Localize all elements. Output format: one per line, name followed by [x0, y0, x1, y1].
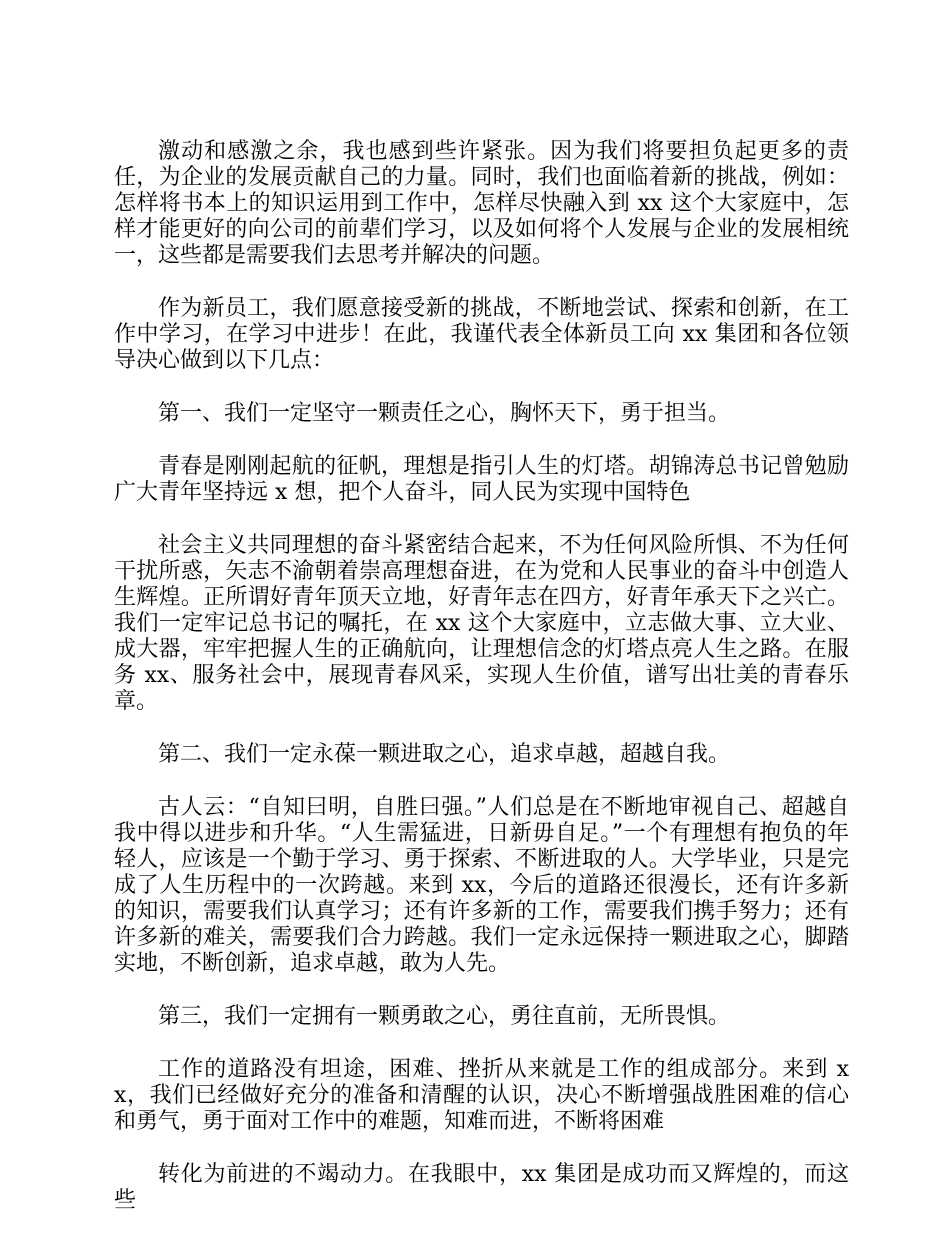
- paragraph-2: 作为新员工，我们愿意接受新的挑战，不断地尝试、探索和创新，在工作中学习，在学习中进步！在此，我谨代表全体新员工向 xx 集团和各位领导决心做到以下几点：: [114, 296, 849, 373]
- paragraph-3-heading-first: 第一、我们一定坚守一颗责任之心，胸怀天下，勇于担当。: [158, 401, 731, 426]
- paragraph-6-heading-second: 第二、我们一定永葆一颗进取之心，追求卓越，超越自我。: [158, 742, 731, 767]
- document-body: [114, 139, 849, 1241]
- paragraph-10: 转化为前进的不竭动力。在我眼中，xx 集团是成功而又辉煌的，而这些: [114, 1162, 849, 1213]
- paragraph-1: 激动和感激之余，我也感到些许紧张。因为我们将要担负起更多的责任，为企业的发展贡献自己的力量。同时，我们也面临着新的挑战，例如：怎样将书本上的知识运用到工作中，怎样尽快融入到 xx 这个大家庭中，怎样才能更好的向公司的前辈们学习，以及如何将个人发展与企业的发展相统一，这些都是需要我们去思考并解决的问题。: [114, 139, 849, 268]
- paragraph-8-heading-third: 第三，我们一定拥有一颗勇敢之心，勇往直前，无所畏惧。: [158, 1004, 731, 1029]
- paragraph-5: 社会主义共同理想的奋斗紧密结合起来，不为任何风险所惧、不为任何干扰所惑，矢志不渝朝着崇高理想奋进，在为党和人民事业的奋斗中创造人生辉煌。正所谓好青年顶天立地，好青年志在四方，好青年承天下之兴亡。我们一定牢记总书记的嘱托，在 xx 这个大家庭中，立志做大事、立大业、成大器，牢牢把握人生的正确航向，让理想信念的灯塔点亮人生之路。在服务 xx、服务社会中，展现青春风采，实现人生价值，谱写出壮美的青春乐章。: [114, 533, 849, 714]
- paragraph-9: 工作的道路没有坦途，困难、挫折从来就是工作的组成部分。来到 xx，我们已经做好充分的准备和清醒的认识，决心不断增强战胜困难的信心和勇气，勇于面对工作中的难题，知难而进，不断将困难: [114, 1057, 849, 1134]
- paragraph-4: 青春是刚刚起航的征帆，理想是指引人生的灯塔。胡锦涛总书记曾勉励广大青年坚持远 x 想，把个人奋斗，同人民为实现中国特色: [114, 454, 849, 505]
- paragraph-7: 古人云：“自知曰明，自胜曰强。”人们总是在不断地审视自己、超越自我中得以进步和升华。“人生需猛进，日新毋自足。”一个有理想有抱负的年轻人，应该是一个勤于学习、勇于探索、不断进取的人。大学毕业，只是完成了人生历程中的一次跨越。来到 xx，今后的道路还很漫长，还有许多新的知识，需要我们认真学习；还有许多新的工作，需要我们携手努力；还有许多新的难关，需要我们合力跨越。我们一定永远保持一颗进取之心，脚踏实地，不断创新，追求卓越，敢为人先。: [114, 795, 849, 976]
